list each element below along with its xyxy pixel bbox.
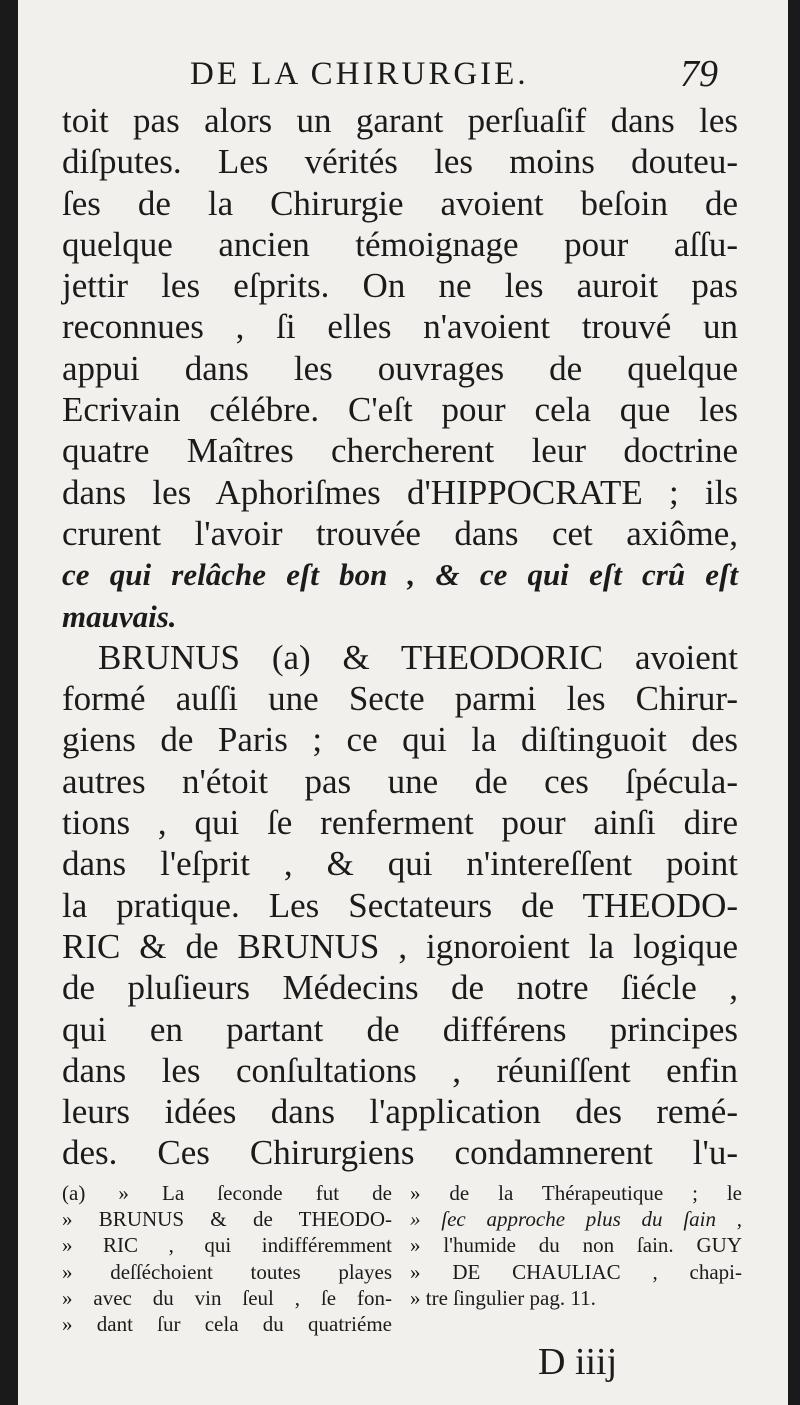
- text-line: formé auſſi une Secte parmi les Chirur-: [62, 679, 738, 719]
- footnote-line: » ſec approche plus du ſain ,: [410, 1207, 742, 1232]
- running-head: DE LA CHIRURGIE.: [190, 56, 529, 92]
- footnote-line: (a) » La ſeconde fut de: [62, 1181, 392, 1205]
- text-line: crurent l'avoir trouvée dans cet axiôme,: [62, 513, 738, 553]
- text-line: leurs idées dans l'application des remé-: [62, 1092, 738, 1132]
- text-line: dans l'eſprit , & qui n'intereſſent point: [62, 844, 738, 884]
- page-number: 79: [680, 53, 718, 95]
- signature-mark: D iiij: [538, 1341, 618, 1383]
- text-line: dans les conſultations , réuniſſent enfin: [62, 1050, 738, 1090]
- footnote-line: » de la Thérapeutique ; le: [410, 1181, 742, 1205]
- text-line: qui en partant de différens principes: [62, 1009, 738, 1049]
- footnote-line: » dant ſur cela du quatriéme: [62, 1311, 392, 1336]
- text-line: tions , qui ſe renferment pour ainſi dire: [62, 803, 738, 843]
- footnote-line: » BRUNUS & de THEODO-: [62, 1207, 392, 1232]
- text-line: dans les Aphoriſmes d'HIPPOCRATE ; ils: [62, 472, 738, 512]
- text-line: appui dans les ouvrages de quelque: [62, 348, 738, 388]
- text-line: RIC & de BRUNUS , ignoroient la logique: [62, 926, 738, 966]
- text-line: de pluſieurs Médecins de notre ſiécle ,: [62, 968, 738, 1008]
- text-line: reconnues , ſi elles n'avoient trouvé un: [62, 307, 738, 347]
- text-line: Ecrivain célébre. C'eſt pour cela que les: [62, 390, 738, 430]
- text-line: quelque ancien témoignage pour aſſu-: [62, 224, 738, 264]
- text-line: ſes de la Chirurgie avoient beſoin de: [62, 183, 738, 223]
- footnote-line: » l'humide du non ſain. GUY: [410, 1233, 742, 1258]
- footnote-line: » RIC , qui indifféremment: [62, 1233, 392, 1258]
- footnote-line: » DE CHAULIAC , chapi-: [410, 1259, 742, 1284]
- page-header: [18, 52, 788, 100]
- paragraph-start-line: BRUNUS (a) & THEODORIC avoient: [98, 637, 738, 677]
- text-line: diſputes. Les vérités les moins douteu-: [62, 142, 738, 182]
- text-line: toit pas alors un garant perſuaſif dans les: [62, 101, 738, 140]
- text-line: autres n'étoit pas une de ces ſpécula-: [62, 761, 738, 801]
- italic-quote-line: mauvais.: [62, 598, 177, 634]
- text-line: des. Ces Chirurgiens condamnerent l'u-: [62, 1133, 738, 1173]
- text-line: la pratique. Les Sectateurs de THEODO-: [62, 885, 738, 925]
- text-line: jettir les eſprits. On ne les auroit pas: [62, 266, 738, 306]
- footnote-column-left: [62, 1180, 392, 1337]
- footnote-line: » deſſéchoient toutes playes: [62, 1259, 392, 1284]
- footnote-line: » tre ſingulier pag. 11.: [410, 1285, 596, 1310]
- footnote-column-right: [410, 1180, 742, 1311]
- book-page: [18, 0, 788, 1405]
- italic-quote-line: ce qui relâche eſt bon , & ce qui eſt crû eſt: [62, 557, 738, 593]
- text-line: quatre Maîtres chercherent leur doctrine: [62, 431, 738, 471]
- body-text: [62, 100, 738, 1174]
- footnote-line: » avec du vin ſeul , ſe fon-: [62, 1285, 392, 1310]
- text-line: giens de Paris ; ce qui la diſtinguoit des: [62, 720, 738, 760]
